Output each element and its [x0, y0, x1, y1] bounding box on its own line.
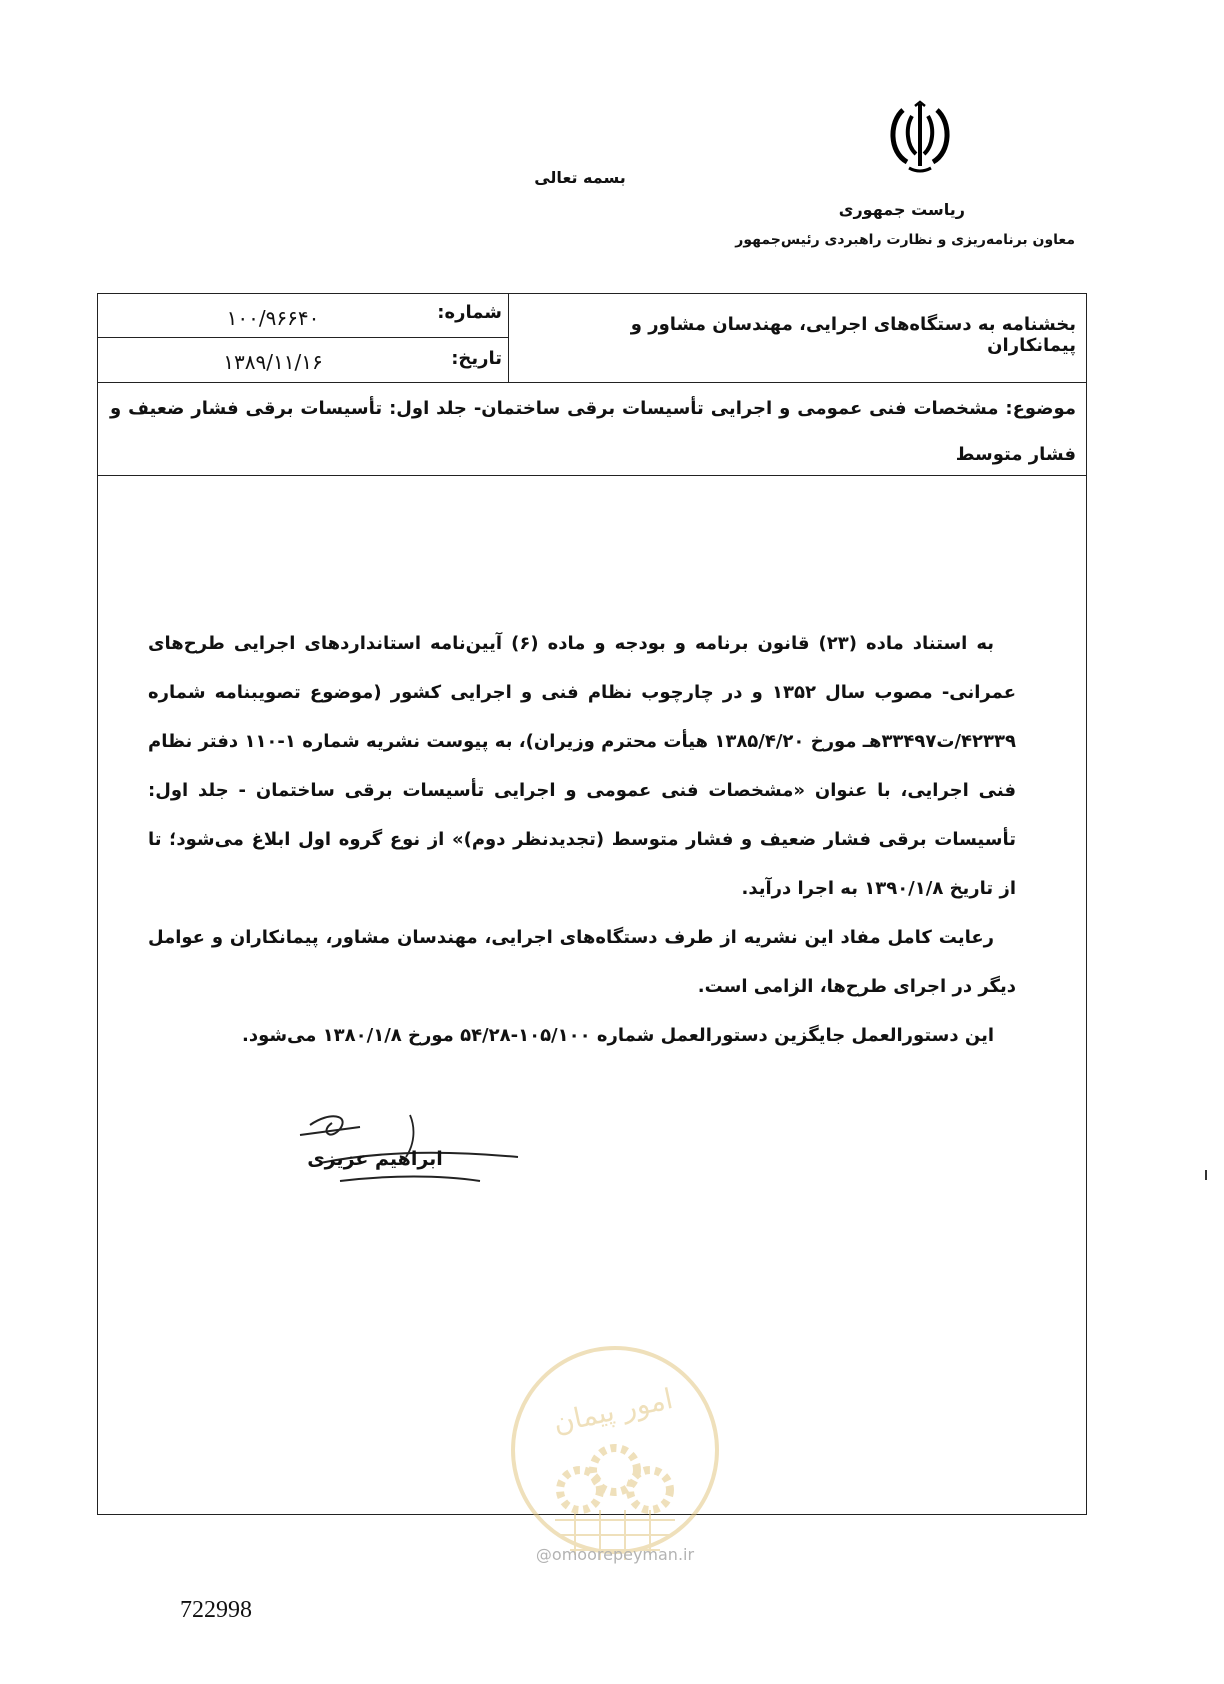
divider: [98, 382, 1086, 383]
document-frame: [97, 293, 1087, 1515]
publication-title: مشخصات فنی عمومی و اجرایی تأسیسات برقی ساختمان - جلد اول: تأسیسات برقی فشار ضعیف و فشار متوسط (تجدیدنظر دوم): [148, 780, 1016, 850]
paragraph: این دستورالعمل جایگزین دستورالعمل شماره ۱۰۵/۱۰۰-۵۴/۲۸ مورخ ۱۳۸۰/۱/۸ می‌شود.: [242, 1025, 994, 1046]
margin-mark: [1205, 1170, 1207, 1180]
paragraph: رعایت کامل مفاد این نشریه از طرف دستگاه‌های اجرایی، مهندسان مشاور، پیمانکاران و عوامل دیگر در اجرای طرح‌ها، الزامی است.: [148, 927, 1016, 997]
letter-date: ۱۳۸۹/۱۱/۱۶: [223, 350, 323, 374]
divider: [508, 294, 509, 382]
letter-number: ۱۰۰/۹۶۶۴۰: [226, 306, 320, 330]
organization-name: ریاست جمهوری: [838, 200, 965, 219]
basmala: بسمه تعالی: [534, 168, 626, 187]
document-number: 722998: [180, 1597, 252, 1623]
seal-icon: [505, 1340, 725, 1565]
paragraph: [148, 619, 1016, 913]
date-label: تاریخ:: [451, 348, 502, 369]
website-watermark: @omoorepeyman.ir: [535, 1545, 695, 1564]
seal-text: امور پیمان: [550, 1381, 676, 1440]
paragraph-text: » از نوع گروه اول ابلاغ می‌شود؛ تا از تاریخ ۱۳۹۰/۱/۸ به اجرا درآید.: [148, 829, 1016, 899]
subject: موضوع: مشخصات فنی عمومی و اجرایی تأسیسات برقی ساختمان- جلد اول: تأسیسات برقی فشار ضعیف و فشار متوسط: [110, 398, 1076, 465]
recipients: بخشنامه به دستگاه‌های اجرایی، مهندسان مشاور و پیمانکاران: [630, 314, 1076, 356]
organization-subtitle: معاون برنامه‌ریزی و نظارت راهبردی رئیس‌جمهور: [735, 232, 1075, 248]
emblem-icon: [885, 100, 955, 178]
signer-name: ابراهیم عزیزی: [307, 1148, 443, 1170]
number-label: شماره:: [437, 302, 502, 323]
paragraph-text: به استناد ماده (۲۳) قانون برنامه و بودجه و ماده (۶) آیین‌نامه استانداردهای اجرایی طرح‌های عمرانی- مصوب سال ۱۳۵۲ و در چارچوب نظام فنی و اجرایی کشور (موضوع تصویبنامه شماره ۴۲۳۳۹/ت۳۳۴۹۷هـ مورخ ۱۳۸۵/۴/۲۰ هیأت محترم وزیران)، به پیوست نشریه شماره ۱-۱۱۰ دفتر نظام فنی اجرایی، با عنوان «: [148, 633, 1016, 801]
letter-body: [148, 619, 1016, 1060]
divider: [98, 337, 508, 338]
